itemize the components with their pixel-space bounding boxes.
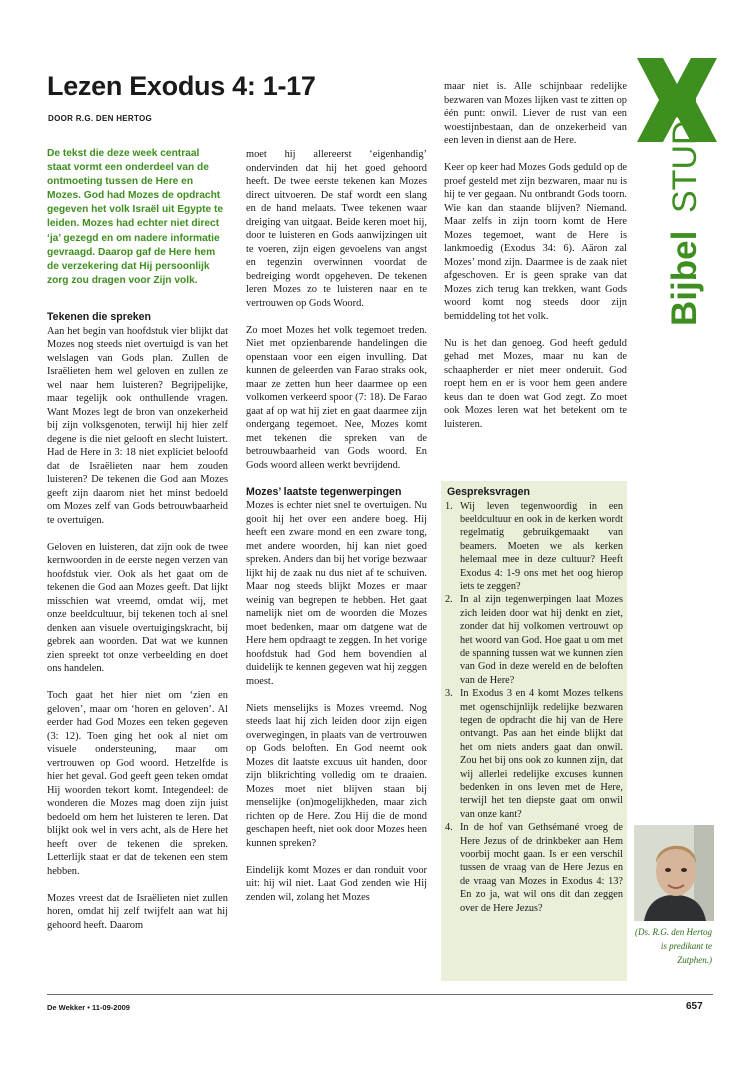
questions-box: [441, 481, 627, 981]
sidebar-word-studie: STUDIE: [666, 88, 704, 213]
question-item: [445, 821, 623, 915]
sidebar-word-bijbel: Bijbel: [665, 230, 704, 326]
paragraph: Nu is het dan genoeg. God heeft geduld gehad met Mozes, maar nu kan de schaapherder er niet meer onderuit. God roept hem en er is voor hem geen andere keus dan te doen wat God zegt. Zo moet ook Mozes leren wat het betekent om te luisteren.: [444, 337, 627, 430]
article-title: Lezen Exodus 4: 1-17: [47, 71, 316, 101]
footer-publication: De Wekker • 11-09-2009: [47, 1003, 130, 1012]
question-text: In de hof van Gethsémané vroeg de Here Jezus of de drinkbeker aan Hem voorbij mocht gaan. Is er een verschil tussen de vraag van de Here Jezus en de vraag van Mozes in Exodus 4: 13? En zo ja, wat wil ons dit dan zeggen over de Here Jezus?: [460, 822, 623, 914]
question-item: [445, 687, 623, 821]
question-number: 2.: [445, 594, 453, 606]
paragraph: Aan het begin van hoofdstuk vier blijkt dat Mozes nog steeds niet overtuigd is van het welslagen van Gods plan. Zullen de Israëlieten hem wel geloven en zullen ze wel naar hem luisteren? Begrijpelijke, maar tegelijk ook onthullende vragen. Want Mozes legt de bron van onzekerheid bij zijn volksgenoten, terwijl hij hier zelf degene is die niet gelooft en slecht luistert. Had de Here in 3: 18 niet expliciet beloofd dat de Israëlieten naar hem zouden luisteren? De tekenen die God aan Mozes geeft zijn daarom niet het minst bedoeld om Mozes zelf van Gods betrouwbaarheid te overtuigen.: [47, 325, 228, 526]
paragraph: maar niet is. Alle schijnbaar redelijke bezwaren van Mozes lijken vast te zitten op één punt: onwil. Liever de rust van een woestijnbestaan, dan de onzekerheid van een leven in dienst aan de Here.: [444, 81, 627, 146]
paragraph: Toch gaat het hier niet om ‘zien en geloven’, maar om ‘horen en geloven’. Al eerder had God Mozes een teken gegeven (3: 12). Toen ging het ook al niet om visuele ondersteuning, maar om vertrouwen op God woord. Hetzelfde is hier het geval. God geeft geen teken omdat Hij woorden tekort komt. Integendeel: de wonderen die Mozes mag doen zijn juist bedoeld om hem het luisteren te leren. Dat blijkt ook wel in vers acht, als de Here het heeft over de tekenen die spreken. Letterlijk staat er dat de tekenen een stem hebben.: [47, 690, 228, 877]
question-number: 1.: [445, 500, 453, 512]
question-number: 4.: [445, 822, 453, 834]
paragraph: Mozes vreest dat de Israëlieten niet zullen horen, omdat hij zelf twijfelt aan wat hij gehoord heeft. Daarom: [47, 892, 228, 931]
paragraph: moet hij allereerst ‘eigenhandig’ ondervinden dat hij het goed gehoord heeft. De twee eerste tekenen kan Mozes direct uitvoeren. De staf wordt een slang en de hand melaats. Twee tekenen waar dreiging van uitgaat. Beide keren moet hij, door te luisteren en Gods aanwijzingen uit te voeren, zijn eigen gevoelens van angst en tegenzin overwinnen voordat de bedreiging wordt opgeheven. De tekenen leren Mozes zo te luisteren naar en te vertrouwen op Gods Woord.: [246, 149, 427, 309]
column-1: [47, 311, 228, 946]
author-photo: [634, 825, 714, 921]
question-text: In Exodus 3 en 4 komt Mozes telkens met ogenschijnlijk redelijke bezwaren tegen de opdracht die hij van de Here ontvangt. Pas aan het einde blijkt dat het om niets anders gaat dan onwil. Zou het bij ons ook zo kunnen zijn, dat wij allerlei redelijke excuses kunnen bedenken in ons leven met de Here, terwijl het ten diepste gaat om onwil van onze kant?: [460, 688, 623, 820]
section-heading: Tekenen die spreken: [47, 311, 152, 323]
questions-list: [445, 500, 623, 916]
question-text: Wij leven tegenwoordig in een beeldcultuur en ook in de kerken wordt regelmatig gebruikgemaakt van beamers. Moeten we als kerken helemaal mee in deze cultuur? Heeft Exodus 4: 1-9 ons met het oog hierop iets te zeggen?: [460, 500, 623, 592]
question-item: [445, 500, 623, 594]
paragraph: Zo moet Mozes het volk tegemoet treden. Niet met opzienbarende handelingen die openstaan voor een eigen invulling. Dat kunnen de geleerden van Farao straks ook, maar ze zetten hun heer daarmee op een volkomen verkeerd spoor (7: 18). De Farao gaat af op wat hij ziet en gaat daarmee zijn ondergang tegemoet. Nee, Mozes komt met tekenen die spreken van de betrouwbaarheid van Gods woord. En Gods woord alleen werkt bevrijdend.: [246, 324, 427, 471]
column-3: [444, 80, 627, 445]
paragraph: Niets menselijks is Mozes vreemd. Nog steeds laat hij zich leiden door zijn eigen overwegingen, in plaats van de vertrouwen op Gods beloften. En God neemt ook Mozes dit laatste excuus uit handen, door zijn blikrichting volledig om te draaien. Mozes moet niet blijven staan bij menselijke (on)mogelijkheden, maar zich richten op de Here. Zou Hij die de mond geschapen heeft, niet ook door Mozes heen kunnen spreken?: [246, 702, 427, 849]
question-item: [445, 593, 623, 687]
questions-heading: Gespreksvragen: [447, 486, 531, 498]
article-author: DOOR R.G. DEN HERTOG: [48, 114, 153, 123]
column-2: [246, 148, 427, 918]
photo-caption: (Ds. R.G. den Hertog is predikant te Zutphen.): [635, 927, 712, 965]
paragraph: Mozes is echter niet snel te overtuigen. Nu gooit hij het over een andere boeg. Hij heeft een zware mond en een zware tong, met andere woorden, hij kan niet goed spreken. Anders dan bij het vorige bezwaar lijkt hij de zaak nu dus niet af te schuiven. Maar nog steeds blijkt Mozes er maar weinig van begrepen te hebben. Het gaat namelijk niet om de woorden die Mozes moet bedenken, maar om datgene wat de Here hem opdraagt te zeggen. In het vorige hoofdstuk had God hem bovendien al duidelijk te kennen gegeven wat hij zeggen moest.: [246, 500, 427, 687]
bijbelstudie-sidebar: [637, 58, 738, 328]
paragraph: Keer op keer had Mozes Gods geduld op de proef gesteld met zijn bezwaren, maar nu is hij te ver gegaan. Nu ontbrandt Gods toorn. Wie kan dan staande blijven? Niemand. Maar zelfs in zijn toorn komt de Here Mozes tegemoet, want de Here is lankmoedig (Exodus 34: 6). Aäron zal Mozes’ mond zijn. Daarmee is de zaak niet afgeschoven. Er is geen sprake van dat Mozes zich terug kan trekken, want Gods woord komt nog steeds door zijn bemiddeling tot het volk.: [444, 162, 627, 322]
section-heading: Mozes’ laatste tegenwerpingen: [246, 485, 402, 498]
question-text: In al zijn tegenwerpingen laat Mozes zich leiden door wat hij denkt en ziet, zonder dat hij volkomen vertrouwt op het woord van God. Hoe gaat u om met de spanning tussen wat we kunnen zien van God in deze wereld en de beloften van de Here?: [460, 594, 623, 686]
article-intro: De tekst die deze week centraal staat vormt een onderdeel van de ontmoeting tussen de Here en Mozes. God had Mozes de opdracht gegeven het volk Israël uit Egypte te leiden. Mozes had echter niet direct ‘ja’ gezegd en om nadere informatie gevraagd. Daarop gaf de Here hem de verzekering dat Hij persoonlijk zorg zou dragen voor Zijn volk.: [47, 148, 224, 286]
footer-rule: [47, 994, 713, 995]
question-number: 3.: [445, 688, 453, 700]
paragraph: Geloven en luisteren, dat zijn ook de twee kernwoorden in de eerste negen verzen van hoofdstuk vier. Ook als het gaat om de tekenen die God aan Mozes geeft. Dat lijkt misschien wat vreemd, omdat wij, met onze beeldcultuur, bij tekenen toch al snel denken aan visuele overtuigingskracht, bij gebrek aan woorden. Dat wat we kunnen zien spreekt tot onze verbeelding en doet ons handelen.: [47, 541, 228, 674]
page-number: 657: [686, 1001, 703, 1012]
paragraph: Eindelijk komt Mozes er dan ronduit voor uit: hij wil niet. Laat God zenden wie Hij zenden wil, zolang het Mozes: [246, 864, 427, 903]
